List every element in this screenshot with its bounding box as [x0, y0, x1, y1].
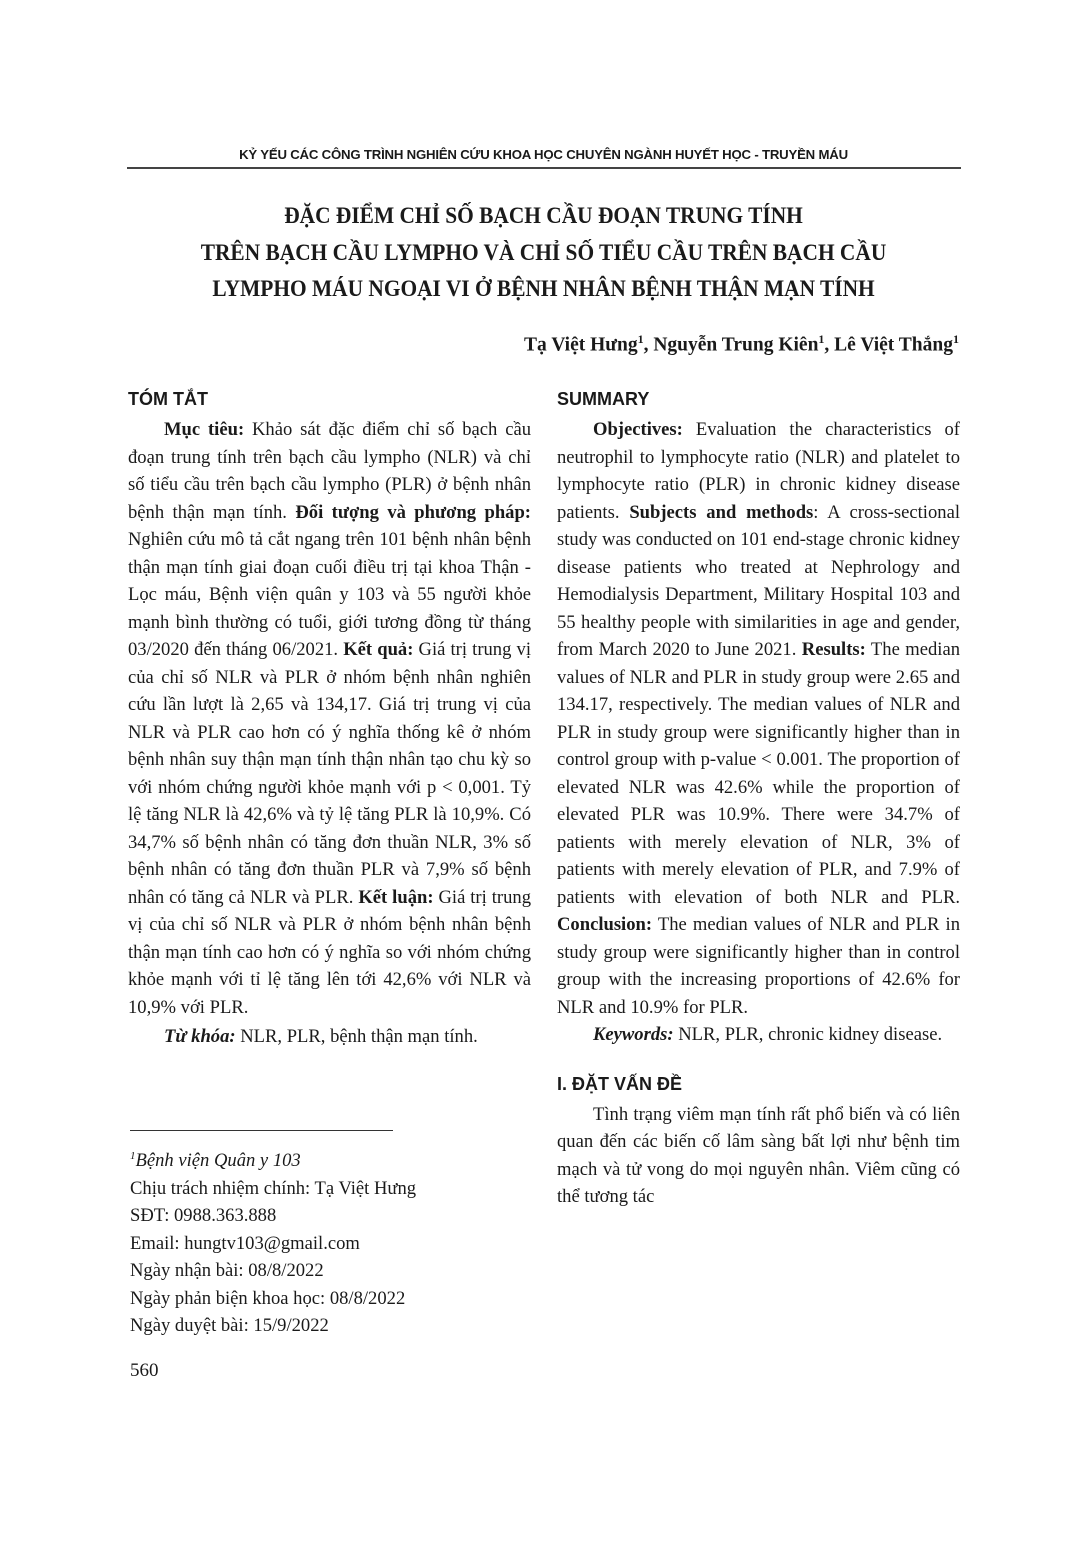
title-line: ĐẶC ĐIỂM CHỈ SỐ BẠCH CẦU ĐOẠN TRUNG TÍNH	[284, 203, 803, 228]
phone: SĐT: 0988.363.888	[130, 1205, 277, 1227]
label-objective: Mục tiêu:	[164, 419, 245, 440]
label-results: Results:	[801, 639, 866, 660]
text-objectives: Evaluation the characteristics of neutrophil to lymphocyte ratio (NLR) and platelet to lymphocyte ratio (PLR) in chronic kidney disease patients.	[557, 419, 960, 523]
section-body: Tình trạng viêm mạn tính rất phổ biến và có liên quan đến các biến cố lâm sàng bất lợi như bệnh tim mạch và tử vong do mọi nguyên nhân. Viêm cũng có thể tương tác	[557, 1103, 960, 1207]
section-heading: I. ĐẶT VẤN ĐỀ	[557, 1073, 683, 1094]
footnote-aff-number: 1	[130, 1150, 136, 1162]
article-title	[156, 198, 931, 308]
summary-body	[557, 416, 960, 1021]
date-received: Ngày nhận bài: 08/8/2022	[130, 1260, 324, 1282]
text-results: Giá trị trung vị của chỉ số NLR và PLR ở nhóm bệnh nhân nghiên cứu lần lượt là 2,65 và 134,17. Giá trị trung vị của NLR và PLR cao hơn có ý nghĩa thống kê ở nhóm bệnh nhân suy thận mạn tính thận nhân tạo chu kỳ so với nhóm chứng người khỏe mạnh với p < 0,001. Tỷ lệ tăng NLR là 42,6% và tỷ lệ tăng PLR là 10,9%. Có 34,7% số bệnh nhân có tăng đơn thuần NLR, 3% số bệnh nhân có tăng đơn thuần PLR và 7,9% số bệnh nhân có tăng cả NLR và PLR.	[128, 639, 531, 908]
author-affiliation: 1	[818, 332, 825, 346]
abstract-vietnamese	[128, 386, 531, 1051]
keywords-en	[557, 1021, 960, 1049]
label-conclusion: Kết luận:	[358, 886, 434, 908]
date-reviewed: Ngày phản biện khoa học: 08/8/2022	[130, 1287, 406, 1309]
corresponding-author: Chịu trách nhiệm chính: Tạ Việt Hưng	[130, 1177, 417, 1199]
label-methods: Đối tượng và phương pháp:	[295, 501, 531, 523]
footnote	[130, 1143, 416, 1340]
text-conclusion: The median values of NLR and PLR in study group were significantly higher than in control group with the increasing proportions of 42.6% for NLR and 10.9% for PLR.	[557, 914, 960, 1018]
text-conclusion: Giá trị trung vị của chỉ số NLR và PLR ở nhóm bệnh nhân bệnh thận mạn tính cao hơn có ý nghĩa so với nhóm chứng khỏe mạnh với tỉ lệ tăng lên tới 42,6% với NLR và 10,9% với PLR.	[128, 886, 531, 1018]
running-header: KỶ YẾU CÁC CÔNG TRÌNH NGHIÊN CỨU KHOA HỌC CHUYÊN NGÀNH HUYẾT HỌC - TRUYỀN MÁU	[239, 147, 848, 162]
author-list: Tạ Việt Hưng$^1$, Nguyễn Trung Kiên$^1$, Lê Việt Thắng$^1$	[524, 332, 959, 356]
text-results: The median values of NLR and PLR in study group were 2.65 and 134.17, respectively. The median values of NLR and PLR in study group were significantly higher than in control group with p-value < 0.001. The proportion of elevated NLR was 42.6% while the proportion of elevated PLR was 10.9%. There were 34.7% of patients with merely elevation of NLR, 3% of patients with merely elevation of PLR, and 7.9% of patients with elevation of both NLR and PLR.	[557, 639, 960, 908]
author-name: Nguyễn Trung Kiên	[653, 334, 819, 356]
author-name: Tạ Việt Hưng	[524, 334, 638, 356]
email: Email: hungtv103@gmail.com	[130, 1232, 360, 1254]
author-affiliation: 1	[953, 332, 959, 346]
text-subjects-methods: : A cross-sectional study was conducted on 101 end-stage chronic kidney disease patients who treated at Nephrology and Hemodialysis Department, Military Hospital 103 and 55 healthy people with similarities in age and gender, from March 2020 to June 2021.	[557, 501, 960, 660]
label-objectives: Objectives:	[593, 419, 683, 440]
keywords-label: Keywords:	[593, 1024, 674, 1045]
header-rule	[127, 167, 961, 169]
summary-heading: SUMMARY	[557, 389, 650, 409]
author-affiliation: 1	[637, 332, 644, 346]
affiliation-text: Bệnh viện Quân y 103	[135, 1150, 301, 1172]
footnote-rule	[130, 1130, 393, 1131]
abstract-heading: TÓM TẮT	[128, 389, 208, 409]
label-conclusion: Conclusion:	[557, 914, 653, 935]
abstract-english	[557, 386, 960, 1211]
text-methods: Nghiên cứu mô tả cắt ngang trên 101 bệnh nhân bệnh thận mạn tính giai đoạn cuối điều trị tại khoa Thận - Lọc máu, Bệnh viện quân y 103 và 55 người khỏe mạnh bình thường có tuổi, giới tương đồng từ tháng 03/2020 đến tháng 06/2021.	[128, 529, 531, 660]
abstract-body	[128, 416, 531, 1021]
keywords-text: NLR, PLR, bệnh thận mạn tính.	[235, 1026, 478, 1047]
page-number: 560	[130, 1360, 159, 1381]
label-subjects-methods: Subjects and methods	[629, 501, 814, 523]
title-line: TRÊN BẠCH CẦU LYMPHO VÀ CHỈ SỐ TIỂU CẦU TRÊN BẠCH CẦU	[200, 239, 887, 265]
author-name: Lê Việt Thắng	[834, 334, 953, 356]
footnote-affiliation	[130, 1143, 416, 1175]
date-accepted: Ngày duyệt bài: 15/9/2022	[130, 1315, 329, 1337]
label-results: Kết quả:	[343, 639, 414, 660]
keywords-text: NLR, PLR, chronic kidney disease.	[673, 1024, 943, 1045]
title-line: LYMPHO MÁU NGOẠI VI Ở BỆNH NHÂN BỆNH THẬN MẠN TÍNH	[212, 276, 875, 301]
keywords-label: Từ khóa:	[164, 1026, 236, 1047]
keywords	[128, 1023, 531, 1051]
text-objective: Khảo sát đặc điểm chỉ số bạch cầu đoạn trung tính trên bạch cầu lympho (NLR) và chỉ số tiểu cầu trên bạch cầu lympho (PLR) ở bệnh nhân bệnh thận mạn tính.	[128, 419, 531, 523]
